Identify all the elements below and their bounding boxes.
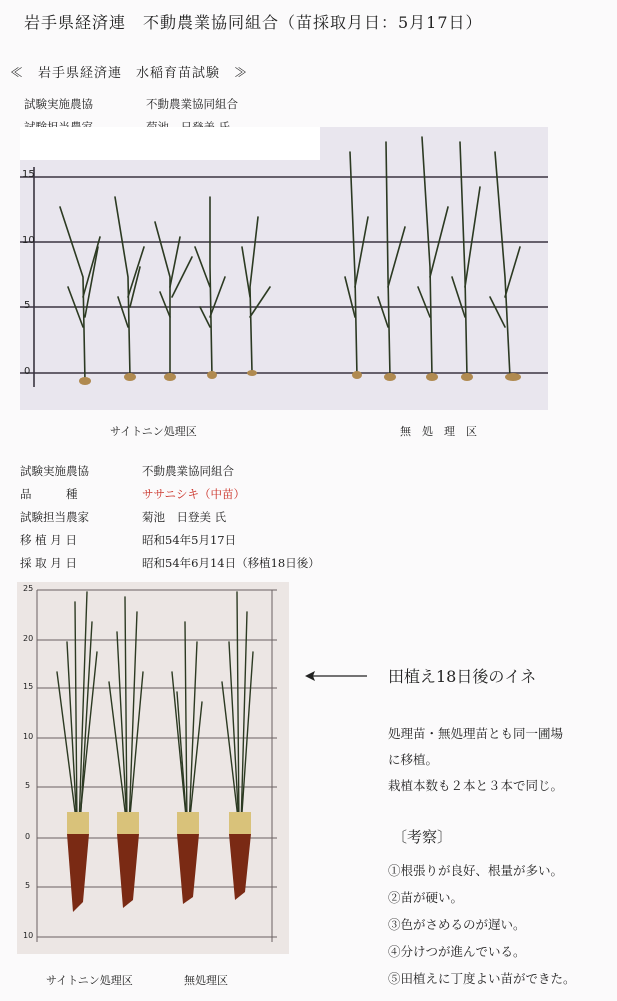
scale-label: 5 <box>25 881 31 890</box>
scale-label: 0 <box>25 832 31 841</box>
caption-untreated-2: 無処理区 <box>184 974 228 987</box>
info-row <box>20 463 350 483</box>
info-value: 昭和54年5月17日 <box>142 533 237 547</box>
finding-item: ①根張りが良好、根量が多い。 <box>388 863 564 878</box>
scale-label: 15 <box>22 169 35 180</box>
info-value: 不動農業協同組合 <box>142 464 234 478</box>
finding-item: ⑤田植えに丁度よい苗ができた。 <box>388 971 576 986</box>
scale-label: 15 <box>23 682 34 691</box>
info-key: 試験実施農協 <box>20 464 89 478</box>
info-row <box>24 96 324 116</box>
info-key: 試験担当農家 <box>20 510 89 524</box>
seedling-photo-1-drawing <box>20 127 548 410</box>
seedling-photo-2-drawing <box>17 582 289 954</box>
info-key: 採 取 月 日 <box>20 556 77 570</box>
caption-treated-1: サイトニン処理区 <box>110 425 197 438</box>
arrow-left-icon <box>305 668 367 684</box>
info-row <box>20 555 350 575</box>
annotation-label: 田植え18日後のイネ <box>388 667 537 686</box>
note-line: に移植。 <box>388 752 439 767</box>
experiment-title: ≪ 岩手県経済連 水稲育苗試験 ≫ <box>10 66 249 81</box>
finding-item: ②苗が硬い。 <box>388 890 464 905</box>
info-row <box>20 509 350 529</box>
info-value: 昭和54年6月14日（移植18日後） <box>142 556 320 570</box>
finding-item: ④分けつが進んでいる。 <box>388 944 526 959</box>
info-key: 品 種 <box>20 487 78 501</box>
findings-title: 〔考察〕 <box>392 828 453 846</box>
variety-value: ササニシキ（中苗） <box>142 487 246 501</box>
caption-untreated-1: 無 処 理 区 <box>400 425 477 438</box>
note-line: 処理苗・無処理苗とも同一圃場 <box>388 726 564 741</box>
caption-treated-2: サイトニン処理区 <box>46 974 133 987</box>
seedling-photo-1 <box>20 127 548 410</box>
note-line: 栽植本数も２本と３本で同じ。 <box>388 778 564 793</box>
info-key: 試験実施農協 <box>24 97 93 111</box>
info-key: 移 植 月 日 <box>20 533 77 547</box>
scale-label: 10 <box>23 732 34 741</box>
scale-label: 10 <box>22 235 35 246</box>
info-value: 菊池 日登美 氏 <box>142 510 227 524</box>
trial-info-2 <box>20 463 350 575</box>
info-value: 不動農業協同組合 <box>146 97 238 111</box>
info-row <box>20 486 350 506</box>
seedling-photo-2 <box>17 582 289 954</box>
info-row <box>20 532 350 552</box>
scale-label: 5 <box>24 300 31 311</box>
page-title: 岩手県経済連 不動農業協同組合（苗採取月日：5月17日） <box>24 13 483 32</box>
scale-label: 10 <box>23 931 34 940</box>
scale-label: 0 <box>24 366 31 377</box>
scale-label: 25 <box>23 584 34 593</box>
scale-label: 5 <box>25 781 31 790</box>
finding-item: ③色がさめるのが遅い。 <box>388 917 526 932</box>
scale-label: 20 <box>23 634 34 643</box>
